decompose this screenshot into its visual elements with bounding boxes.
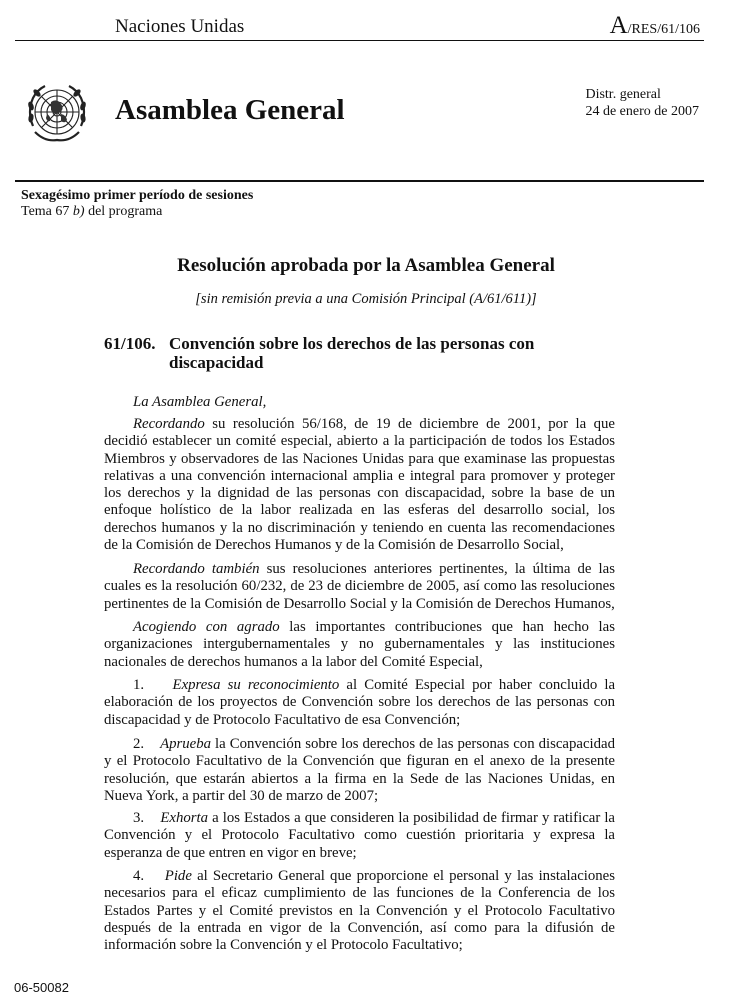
document-code: 06-50082: [14, 980, 69, 995]
resolution-heading: [104, 334, 624, 372]
operative-paragraph-2: [104, 736, 615, 805]
masthead-rule: [15, 180, 704, 182]
op4-lead: Pide: [164, 868, 192, 884]
op2-lead: Aprueba: [160, 736, 212, 752]
agenda-item-prefix: Tema 67: [21, 204, 73, 219]
preamble-paragraph-3: [104, 619, 615, 671]
preamble-paragraph-2: [104, 561, 615, 613]
op1-text: al Comité Especial por haber concluido la elaboración de los proyectos de Convención sobre los derechos de las personas con discapacidad y de Protocolo Facultativo de esa Convención;: [104, 677, 616, 728]
p2-text: sus resoluciones anteriores pertinentes, la última de las cuales es la resolución 60/232, de 23 de diciembre de 2005, así como las resoluciones pertinentes de la Comisión de Desarrollo Social y la Comisión de Derechos Humanos,: [104, 561, 615, 612]
agenda-item: [21, 204, 253, 220]
op3-text: a los Estados a que consideren la posibilidad de firmar y ratificar la Convención y el Protocolo Facultativo como cuestión prioritaria y expresa la esperanza de que entren en vigor en breve;: [104, 810, 615, 861]
op3-number: 3.: [133, 810, 145, 826]
preamble-paragraph-1: [104, 416, 615, 554]
agenda-item-letter: b): [72, 204, 85, 219]
resolution-number: 61/106.: [104, 334, 156, 353]
op1-lead: Expresa su reconocimiento: [172, 677, 340, 693]
op2-number: 2.: [133, 736, 145, 752]
symbol-number: /RES/61/106: [627, 22, 700, 37]
session-title: Sexagésimo primer período de sesiones: [21, 188, 254, 203]
p1-text: su resolución 56/168, de 19 de diciembre de 2001, por la que decidió establecer un comité especial, abierto a la participación de todos los Estados Miembros y observadores de las Naciones Unidas para que examinase las propuestas relativas a una convención internacional amplia e integral para promover y proteger los derechos y la dignidad de las personas con discapacidad, sobre la base de un enfoque holístico de la labor realizada en las esferas del desarrollo social, los derechos humanos y la no discriminación y teniendo en cuenta las recomendaciones de la Comisión de Derechos Humanos y de la Comisión de Desarrollo Social,: [104, 416, 615, 554]
op4-number: 4.: [133, 868, 145, 884]
op4-text: al Secretario General que proporcione el personal y las instalaciones necesarios para el eficaz cumplimiento de las funciones de la Conferencia de los Estados Partes y el Comité previstos en la Convención y el Protocolo Facultativo después de la entrada en vigor de la Convención, así como para la difusión de información sobre la Convención y el Protocolo Facultativo;: [104, 868, 615, 954]
org-name-top: Naciones Unidas: [115, 16, 245, 37]
distribution-label: Distr. general: [585, 87, 661, 102]
operative-paragraph-4: [104, 868, 615, 954]
opening-line: [104, 394, 615, 411]
p1-lead: Recordando: [133, 416, 205, 432]
un-emblem-icon: [21, 76, 93, 148]
p2-lead: Recordando también: [133, 561, 260, 577]
op1-number: 1.: [133, 677, 145, 693]
resolution-heading-text: Convención sobre los derechos de las personas con discapacidad: [169, 334, 535, 372]
opening-text: La Asamblea General,: [133, 394, 267, 410]
operative-paragraph-3: [104, 810, 615, 862]
resolution-title: Resolución aprobada por la Asamblea General: [177, 255, 555, 276]
p3-lead: Acogiendo con agrado: [133, 619, 280, 635]
op3-lead: Exhorta: [160, 810, 209, 826]
agenda-item-suffix: del programa: [84, 204, 163, 219]
resolution-subtitle: [sin remisión previa a una Comisión Principal (A/61/611)]: [195, 291, 537, 307]
organ-title: Asamblea General: [115, 94, 345, 126]
issue-date: 24 de enero de 2007: [585, 104, 699, 119]
p3-text: las importantes contribuciones que han hecho las organizaciones intergubernamentales y no gubernamentales y las instituciones nacionales de derechos humanos a la labor del Comité Especial,: [104, 619, 615, 670]
symbol-letter: A: [609, 12, 628, 39]
op2-text: la Convención sobre los derechos de las personas con discapacidad y el Protocolo Facultativo de la Convención que figuran en el anexo de la presente resolución, que estarán abiertos a la firma en la Sede de las Naciones Unidas, en Nueva York, a partir del 30 de marzo de 2007;: [104, 736, 615, 804]
distribution-block: [585, 86, 699, 120]
document-symbol: [610, 12, 700, 40]
operative-paragraph-1: [104, 677, 615, 729]
session-block: [21, 188, 253, 220]
header-rule: [15, 40, 704, 41]
